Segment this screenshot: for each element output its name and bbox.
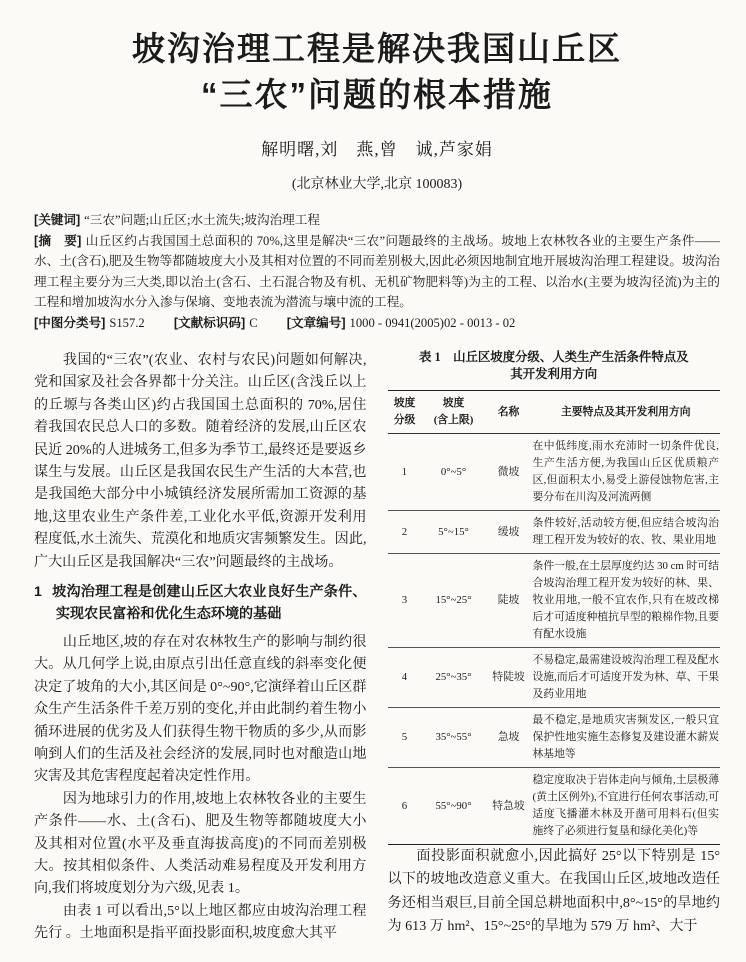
grade-cell: 2: [388, 511, 422, 554]
authors-line: 解明曙,刘 燕,曾 诚,芦家娟: [261, 140, 493, 159]
paper-title-line1: 坡沟治理工程是解决我国山丘区: [132, 30, 622, 67]
slope-cell: 35°~55°: [422, 708, 486, 768]
body-paragraph-continuation: 面投影面积就愈小,因此搞好 25°以下特别是 15°以下的坡地改造意义重大。在我国山丘区,坡地改造任务还相当艰巨,目前全国总耕地面积中,8°~15°的旱地约为 613 万 hm²、15°~25°的旱地为 579 万 hm²、大于: [387, 848, 720, 935]
desc-cell: 条件较好,活动较方便,但应结合坡沟治理工程开发为较好的农、牧、果业用地: [532, 511, 721, 554]
slope-cell: 25°~35°: [422, 648, 486, 708]
name-cell: 特急坡: [486, 768, 532, 845]
abstract-text: 山丘区约占我国国土总面积的 70%,这里是解决“三农”问题最终的主战场。坡地上农林牧各业的主要生产条件——水、土(含石),肥及生物等都随坡度大小及其相对位置的不同而差别极大,因此必须因地制宜地开展坡沟治理工程建设。坡沟治理工程主要分为三大类,即以治土(含石、土石混合物及有机、无机矿物肥料等)为主的工程、以治水(主要为坡沟径流)为主的工程和增加坡沟水分入渗与保墒、变地表流为潜流与壤中流的工程。: [34, 233, 720, 309]
desc-cell: 最不稳定,是地质灾害频发区,一般只宜保护性地实施生态修复及建设灌木薪炭林基地等: [532, 708, 721, 768]
table-row: [388, 554, 721, 648]
table-row: [388, 768, 721, 845]
affiliation-line: (北京林业大学,北京 100083): [291, 177, 463, 192]
desc-cell: 不易稳定,最需建设坡沟治理工程及配水设施,而后才可适度开发为林、草、干果及药业用地: [532, 648, 721, 708]
body-columns: [34, 349, 720, 945]
table-row: [388, 511, 721, 554]
grade-cell: 3: [388, 554, 422, 648]
slope-cell: 55°~90°: [422, 768, 486, 845]
abstract-label: [摘 要]: [34, 233, 82, 248]
article-id-value: 1000 - 0941(2005)02 - 0013 - 02: [349, 315, 516, 330]
table-row: [388, 434, 721, 511]
doc-code-label: [文献标识码]: [173, 315, 246, 330]
section-1-title: 坡沟治理工程是创建山丘区大农业良好生产条件、实现农民富裕和优化生态环境的基础: [51, 583, 367, 622]
name-cell: 缓坡: [486, 511, 532, 554]
desc-cell: 稳定度取决于岩体走向与倾角,土层极薄(黄土区例外),不宜进行任何农事活动,可适度飞播灌木林及开凿可用料石(但实施终了必须进行复垦和绿化美化)等: [532, 768, 721, 845]
left-column: [34, 349, 367, 945]
col-header-name: 名称: [486, 391, 532, 434]
name-cell: 陡坡: [486, 554, 532, 648]
abstract-line: [34, 231, 720, 313]
slope-cell: 5°~15°: [422, 511, 486, 554]
table-1-title-line2: 其开发利用方向: [510, 367, 598, 381]
desc-cell: 条件一般,在土层厚度约达 30 cm 时可结合坡沟治理工程开发为较好的林、果、牧业用地,一般不宜农作,只有在坡改梯后才可适度种植抗旱型的粮棉作物,且要有配水设施: [532, 554, 721, 648]
meta-block: [34, 210, 720, 333]
desc-cell: 在中低纬度,雨水充沛时一切条件优良,生产生活方便,为我国山丘区优质粮产区,但面积太小,易受上游侵蚀物危害,主要分布在川沟及河流两侧: [532, 440, 719, 503]
col-header-grade: 坡度 分级: [388, 391, 422, 434]
grade-cell: 5: [388, 708, 422, 768]
paper-title-line2: “三农”问题的根本措施: [201, 76, 553, 113]
grade-cell: 6: [388, 768, 422, 845]
col-header-slope: 坡度 (含上限): [422, 391, 486, 434]
grade-cell: 1: [401, 465, 408, 478]
doc-code-group: [174, 316, 258, 330]
clc-group: [34, 316, 145, 330]
table-1-title: [388, 349, 721, 383]
body-paragraph-3: 因为地球引力的作用,坡地上农林牧各业的主要生产条件——水、土(含石)、肥及生物等都随坡度大小及其相对位置(水平及垂直海拔高度)的不同而差别极大。按其相似条件、人类活动难易程度及开发利用方向,我们将坡度划分为六级,见表 1。: [34, 790, 367, 897]
name-cell: 微坡: [497, 465, 520, 478]
slope-grade-table: [388, 390, 721, 845]
table-header-row: [388, 391, 721, 434]
slope-cell: 15°~25°: [422, 554, 486, 648]
body-paragraph-4: 由表 1 可以看出,5°以上地区都应由坡沟治理工程先行 。土地面积是指平面投影面积,坡度愈大其平: [34, 902, 367, 942]
article-id-group: [287, 316, 516, 330]
table-row: [388, 648, 721, 708]
paper-title: [34, 26, 720, 118]
slope-cell: 0°~5°: [440, 465, 467, 478]
grade-cell: 4: [388, 648, 422, 708]
section-1-number: 1: [34, 583, 42, 600]
keywords-line: [34, 210, 720, 231]
table-header: [388, 391, 721, 434]
clc-value: S157.2: [109, 315, 145, 330]
body-paragraph-2: 山丘地区,坡的存在对农林牧生产的影响与制约很大。从几何学上说,由原点引出任意直线的斜率变化便决定了坡角的大小,其区间是 0°~90°,它演绎着山丘区群众生产生活条件千差万别的变化,并由此制约着生物小循环进展的优劣及人们获得生物干物质的多少,从而影响到人们的生活及社会经济的发展,同时也对酿造山地灾害及其危害程度起着决定性作用。: [34, 633, 367, 785]
clc-label: [中图分类号]: [34, 315, 106, 330]
article-ids-line: [34, 313, 720, 334]
col-header-desc: 主要特点及其开发利用方向: [532, 391, 721, 434]
name-cell: 特陡坡: [486, 648, 532, 708]
table-body: [388, 434, 721, 845]
name-cell: 急坡: [486, 708, 532, 768]
keywords-label: [关键词]: [34, 213, 81, 227]
table-row: [388, 708, 721, 768]
article-id-label: [文章编号]: [286, 315, 346, 330]
section-1-heading: [34, 580, 367, 625]
keywords-text: “三农”问题;山丘区;水土流失;坡沟治理工程: [84, 213, 320, 227]
doc-code-value: C: [249, 315, 258, 330]
body-paragraph-1: 我国的“三农”(农业、农村与农民)问题如何解决,党和国家及社会各界都十分关注。山丘区(含浅丘以上的丘塬与各类山区)约占我国国土总面积的 70%,居住着我国农民总人口的多数。随着经济的发展,山丘区农民近 20%的人进城务工,但多为季节工,最终还是要返乡谋生与发展。山丘区是我国农民生产生活的大本营,也是我国绝大部分中小城镇经济发展所需加工资源的基地,这里农业生产条件差,工业化水平低,资源开发利用程度低,水土流失、荒漠化和地质灾害频繁发生。因此,广大山丘区是我国解决“三农”问题最终的主战场。: [34, 352, 367, 570]
table-1-title-line1: 表 1 山丘区坡度分级、人类生产生活条件特点及: [419, 350, 689, 364]
right-column: [388, 349, 721, 945]
